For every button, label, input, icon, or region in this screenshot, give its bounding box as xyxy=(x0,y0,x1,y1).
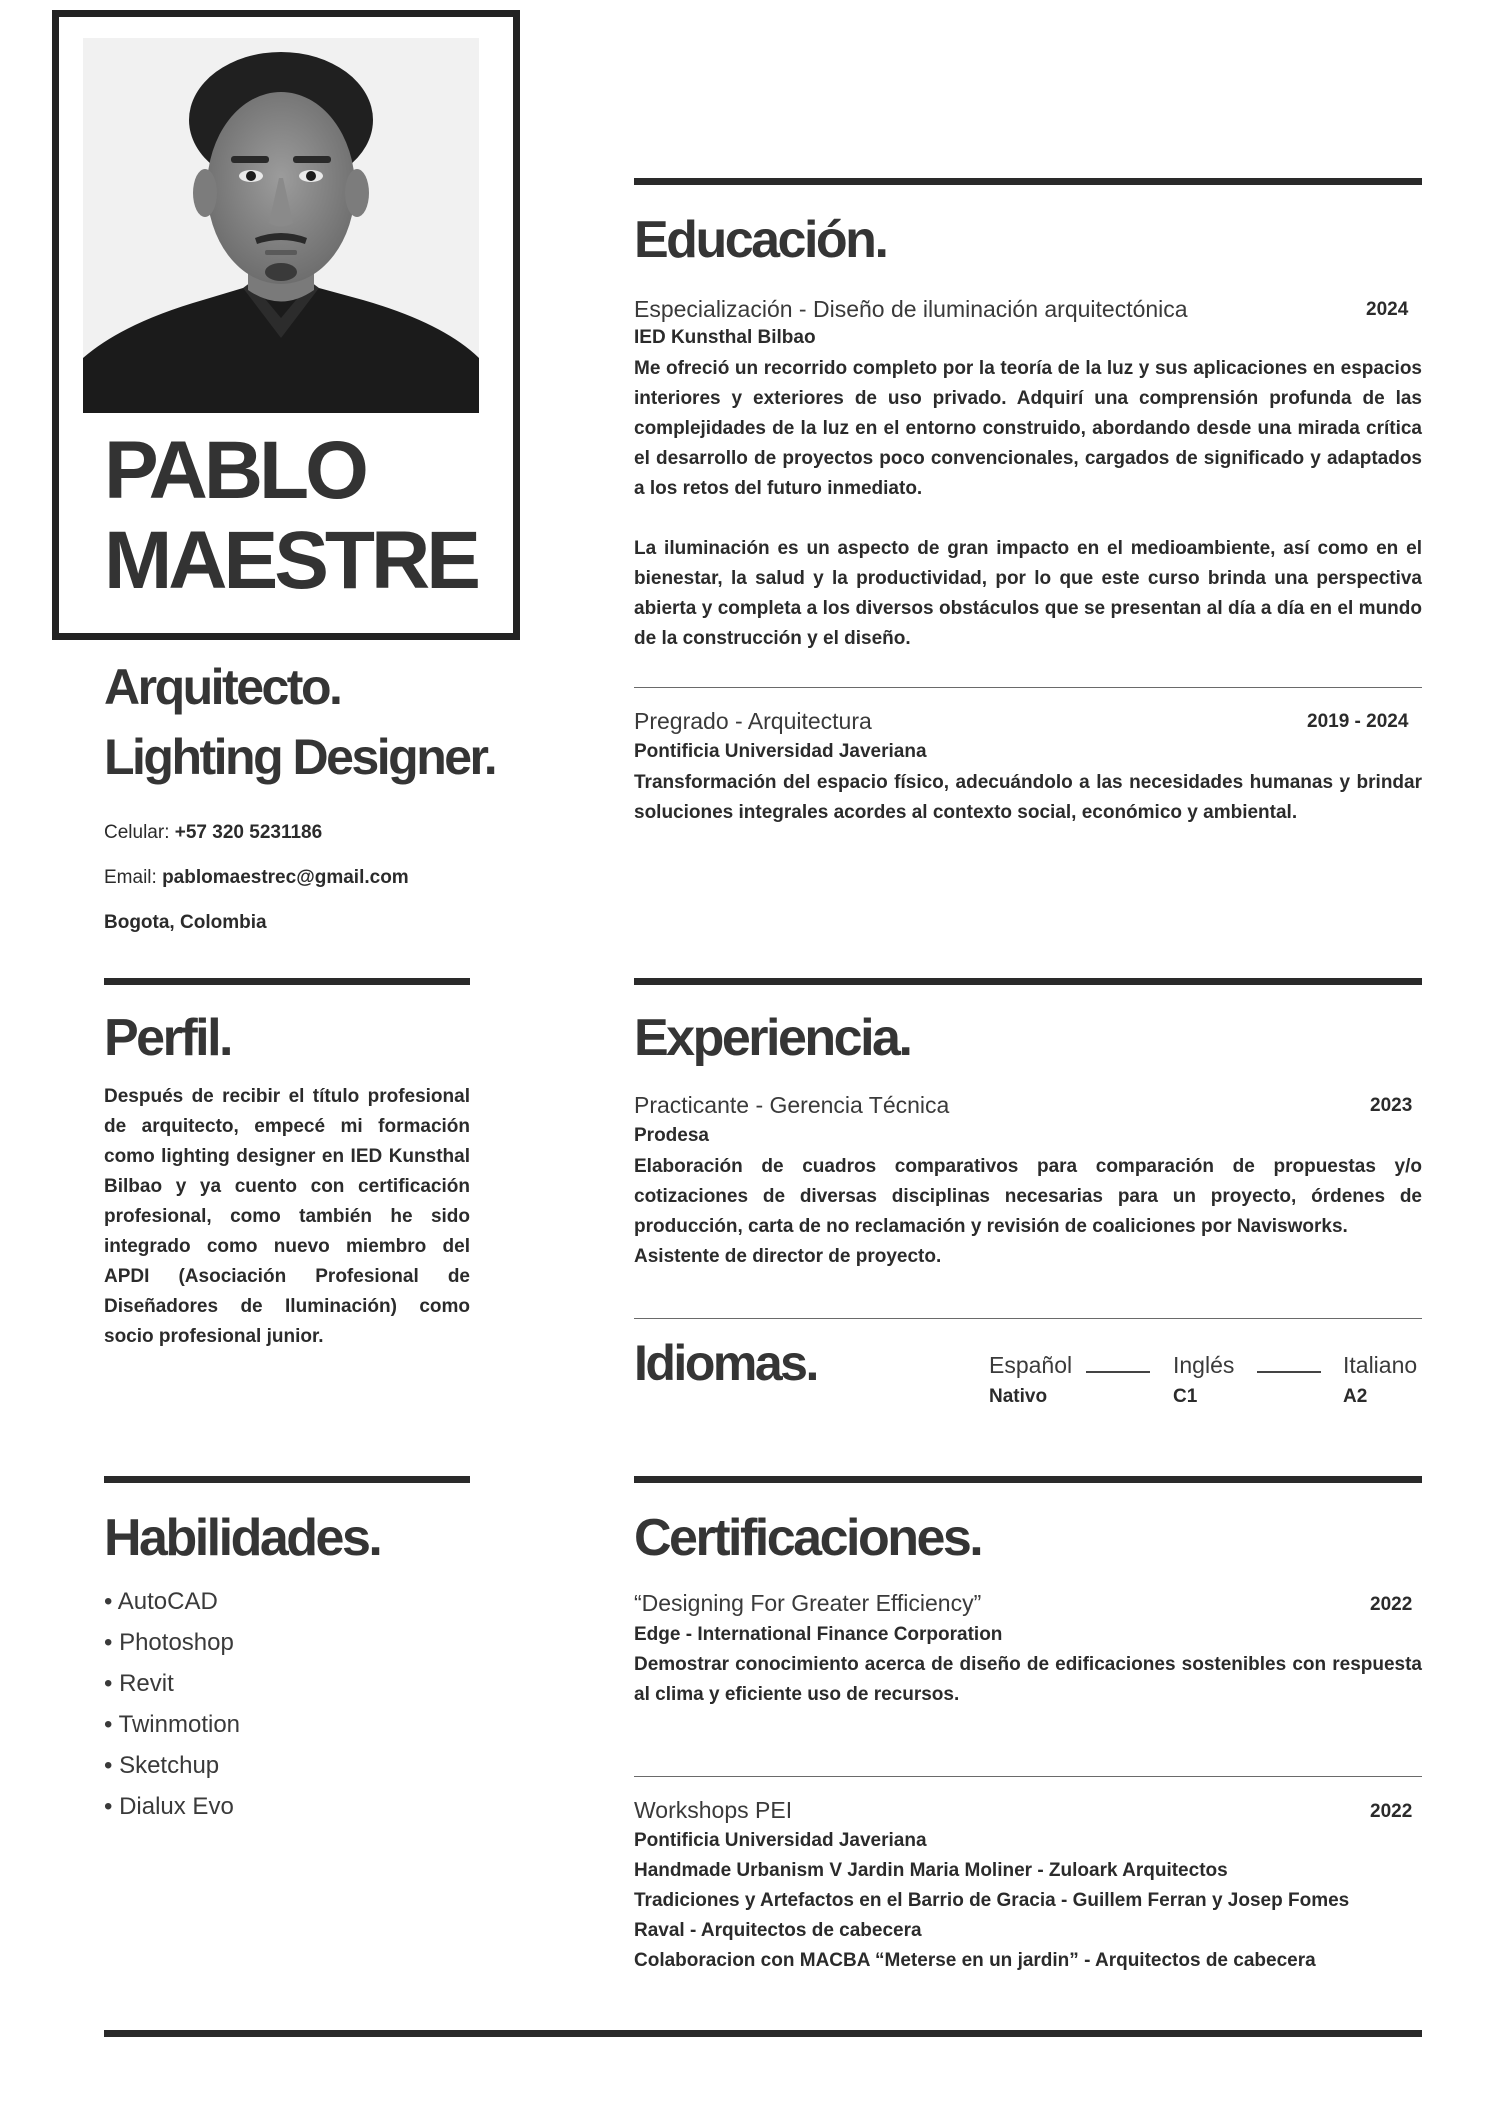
cert-1-institution: Edge - International Finance Corporation xyxy=(634,1624,1003,1645)
certificaciones-rule xyxy=(634,1476,1422,1483)
lang-spanish-name: Español xyxy=(989,1352,1073,1378)
perfil-text: Después de recibir el título profesional de arquitecto, empecé mi formación como lighting designer en IED Kunsthal Bilbao y ya cuento con certificación profesional, como también he sido integrado como nuevo miembro del APDI (Asociación Profesional de Diseñadores de Iluminación) como socio profesional junior. xyxy=(104,1086,470,1347)
lang-separator xyxy=(1086,1371,1150,1373)
skill-item: • Twinmotion xyxy=(104,1711,241,1738)
experiencia-rule xyxy=(634,978,1422,985)
email-value: pablomaestrec@gmail.com xyxy=(162,867,409,888)
email-label: Email: xyxy=(104,867,157,888)
cert-divider xyxy=(634,1776,1422,1777)
contact-email xyxy=(104,867,409,889)
title-lighting-designer: Lighting Designer. xyxy=(104,729,496,785)
first-name: PABLO xyxy=(104,425,365,516)
idiomas-heading: Idiomas. xyxy=(634,1335,817,1391)
exp-1-year: 2023 xyxy=(1370,1095,1413,1116)
exp-1-paragraph-1: Elaboración de cuadros comparativos para comparación de propuestas y/o cotizaciones de diversas disciplinas necesarias para un proyecto, órdenes de producción, carta de no reclamación y revisión de coaliciones por Navisworks. xyxy=(634,1156,1422,1237)
cert-1-year: 2022 xyxy=(1370,1594,1413,1615)
profile-photo xyxy=(83,38,479,413)
certificaciones-heading: Certificaciones. xyxy=(634,1509,982,1567)
cert-1-paragraph: Demostrar conocimiento acerca de diseño de edificaciones sostenibles con respuesta al clima y eficiente uso de recursos. xyxy=(634,1654,1422,1705)
experiencia-heading: Experiencia. xyxy=(634,1009,911,1067)
lang-spanish-level: Nativo xyxy=(989,1386,1048,1407)
footer-rule xyxy=(104,2030,1422,2037)
edu-1-role: Especialización - Diseño de iluminación arquitectónica xyxy=(634,296,1188,322)
lang-italian-level: A2 xyxy=(1343,1386,1368,1407)
workshop-line: Colaboracion con MACBA “Meterse en un jardin” - Arquitectos de cabecera xyxy=(634,1950,1316,1971)
edu-1-year: 2024 xyxy=(1366,299,1409,320)
cert-2-year: 2022 xyxy=(1370,1801,1413,1822)
workshop-line: Tradiciones y Artefactos en el Barrio de Gracia - Guillem Ferran y Josep Fomes xyxy=(634,1890,1350,1911)
skill-item: • Photoshop xyxy=(104,1629,234,1656)
lang-english-level: C1 xyxy=(1173,1386,1198,1407)
edu-2-role: Pregrado - Arquitectura xyxy=(634,708,872,734)
contact-phone xyxy=(104,822,322,844)
habilidades-rule xyxy=(104,1476,470,1483)
edu-1-paragraph-1: Me ofreció un recorrido completo por la teoría de la luz y sus aplicaciones en espacios interiores y exteriores de uso privado. Adquirí una comprensión profunda de las complejidades de la luz en el entorno construido, abordando desde una mirada crítica el desarrollo de proyectos poco convencionales, cargados de significado y adaptados a los retos del futuro inmediato. xyxy=(634,358,1422,499)
phone-value: +57 320 5231186 xyxy=(174,822,323,843)
skill-item: • Sketchup xyxy=(104,1752,220,1779)
perfil-rule xyxy=(104,978,470,985)
idiomas-divider xyxy=(634,1318,1422,1319)
workshop-line: Handmade Urbanism V Jardin Maria Moliner - Zuloark Arquitectos xyxy=(634,1860,1228,1881)
contact-location: Bogota, Colombia xyxy=(104,912,267,933)
lang-italian-name: Italiano xyxy=(1343,1352,1418,1378)
skill-item: • Revit xyxy=(104,1670,174,1697)
educacion-heading: Educación. xyxy=(634,211,887,269)
cert-2-institution: Pontificia Universidad Javeriana xyxy=(634,1830,927,1851)
edu-2-year: 2019 - 2024 xyxy=(1307,711,1409,732)
phone-label: Celular: xyxy=(104,822,170,843)
habilidades-heading: Habilidades. xyxy=(104,1509,381,1567)
lang-separator xyxy=(1257,1371,1321,1373)
edu-1-paragraph-2: La iluminación es un aspecto de gran impacto en el medioambiente, así como en el bienestar, la salud y la productividad, por lo que este curso brinda una perspectiva abierta y completa a los diversos obstáculos que se presentan al día a día en el mundo de la construcción y el diseño. xyxy=(634,538,1422,649)
cert-2-role: Workshops PEI xyxy=(634,1797,793,1823)
workshop-line: Raval - Arquitectos de cabecera xyxy=(634,1920,922,1941)
exp-1-role: Practicante - Gerencia Técnica xyxy=(634,1092,950,1118)
exp-1-paragraph-2: Asistente de director de proyecto. xyxy=(634,1246,942,1267)
exp-1-institution: Prodesa xyxy=(634,1125,709,1146)
skill-item: • Dialux Evo xyxy=(104,1793,234,1820)
lang-english-name: Inglés xyxy=(1173,1352,1235,1378)
perfil-heading: Perfil. xyxy=(104,1009,231,1067)
edu-2-institution: Pontificia Universidad Javeriana xyxy=(634,741,927,762)
edu-1-institution: IED Kunsthal Bilbao xyxy=(634,327,816,348)
edu-divider xyxy=(634,687,1422,688)
title-architect: Arquitecto. xyxy=(104,659,341,715)
edu-2-paragraph: Transformación del espacio físico, adecuándolo a las necesidades humanas y brindar soluciones integrales acordes al contexto social, económico y ambiental. xyxy=(634,772,1422,823)
skill-item: • AutoCAD xyxy=(104,1588,218,1615)
cert-1-role: “Designing For Greater Efficiency” xyxy=(634,1590,982,1616)
educacion-rule xyxy=(634,178,1422,185)
portrait-image xyxy=(83,38,479,413)
last-name: MAESTRE xyxy=(104,515,477,606)
